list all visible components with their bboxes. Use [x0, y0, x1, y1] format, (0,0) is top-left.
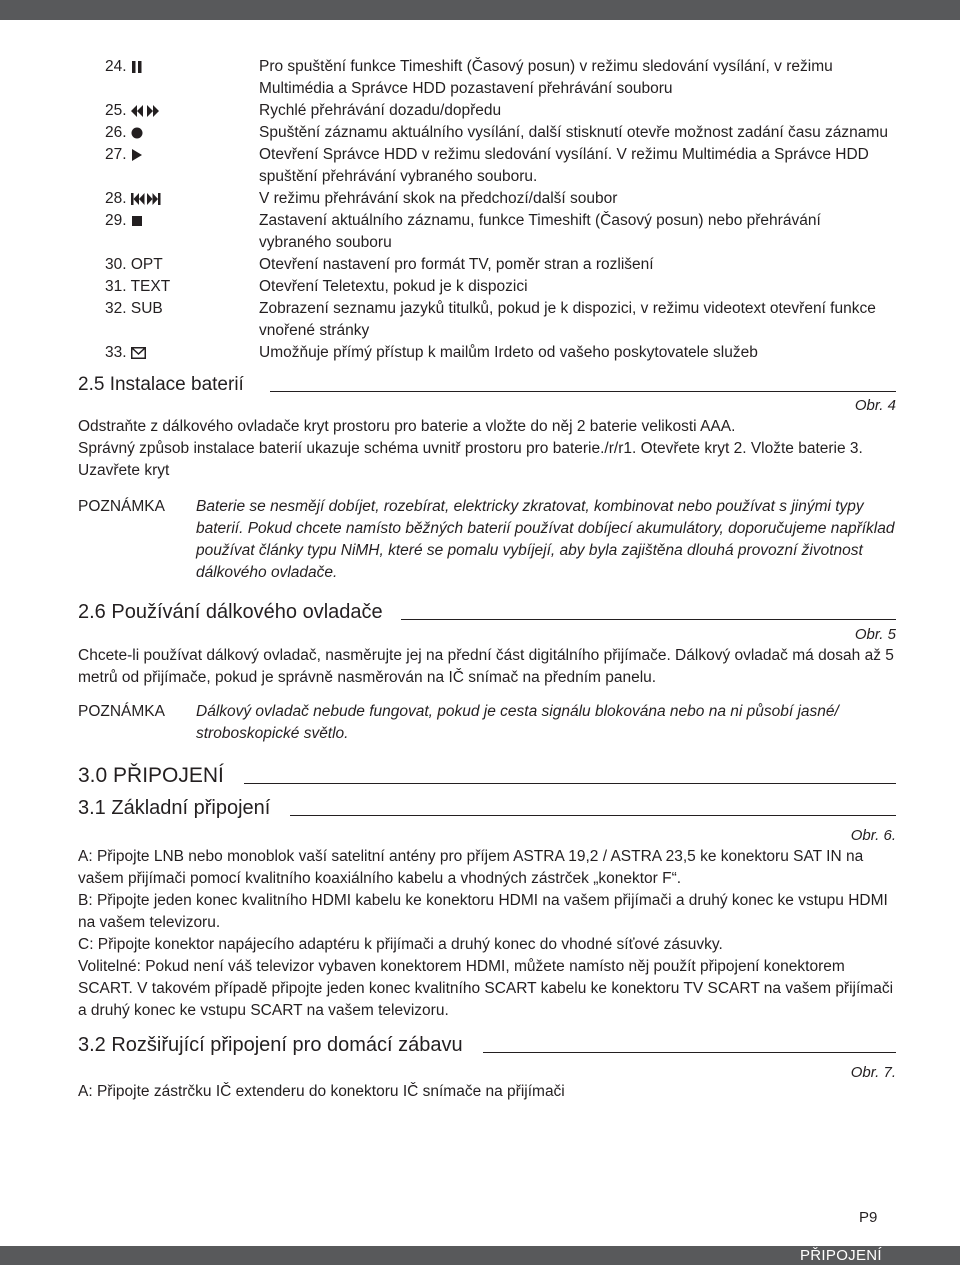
- section-heading-3-0: 3.0 PŘIPOJENÍ: [78, 764, 896, 788]
- paragraph: Chcete-li používat dálkový ovladač, nasměrujte jej na přední část digitálního přijímače. Dálkový ovladač má dosah až 5 metrů od přijímače, pokud je správně nasměrován na IČ snímač na předním panelu.: [78, 647, 894, 686]
- heading-rule: [270, 391, 896, 392]
- page-number: P9: [859, 1209, 878, 1226]
- item-number: 26.: [105, 124, 127, 141]
- figure-ref: Obr. 5: [854, 626, 896, 643]
- figure-ref: Obr. 4: [854, 397, 896, 414]
- list-item: [105, 100, 896, 122]
- paragraph: Správný způsob instalace baterií ukazuje schéma uvnitř prostoru pro baterie./r/r1. Otevřete kryt 2. Vložte baterie 3. Uzavřete kryt: [78, 440, 863, 479]
- item-text: Otevření nastavení pro formát TV, poměr stran a rozlišení: [259, 256, 654, 273]
- item-text: Zastavení aktuálního záznamu, funkce Timeshift (Časový posun) nebo přehrávání vybraného souboru: [259, 212, 821, 251]
- item-number: 30. OPT: [105, 256, 163, 273]
- item-number: 24.: [105, 58, 127, 75]
- item-number: 28.: [105, 190, 127, 207]
- footer-bar: [0, 1246, 960, 1265]
- note-block: [78, 701, 896, 745]
- list-item: [105, 298, 896, 342]
- note-block: [78, 496, 896, 584]
- note-text: Dálkový ovladač nebude fungovat, pokud je cesta signálu blokována nebo na ni působí jasné/ stroboskopické světlo.: [196, 703, 839, 742]
- list-item: [105, 122, 896, 144]
- paragraph-a: A: Připojte LNB nebo monoblok vaší satelitní antény pro příjem ASTRA 19,2 / ASTRA 23,5 ke konektoru SAT IN na vašem přijímači pomocí kvalitního koaxiálního kabelu a vhodných zástrček „konektor F“.: [78, 848, 864, 887]
- heading-rule: [290, 815, 896, 816]
- heading-rule: [244, 783, 896, 784]
- section-heading-2-5: 2.5 Instalace baterií: [78, 374, 896, 396]
- button-list: [105, 56, 896, 364]
- list-item: [105, 210, 896, 254]
- paragraph-optional: Volitelné: Pokud není váš televizor vybaven konektorem HDMI, můžete namísto něj použít připojení konektorem SCART. V takovém případě připojte jeden konec kvalitního SCART kabelu ke konektoru TV SCART na vašem přijímači a druhý konec ke vstupu SCART na vašem televizoru.: [78, 958, 894, 1019]
- item-number: 33.: [105, 344, 127, 361]
- section-heading-3-2: 3.2 Rozšiřující připojení pro domácí zábavu: [78, 1034, 896, 1057]
- item-text: Otevření Teletextu, pokud je k dispozici: [259, 278, 528, 295]
- figure-ref: Obr. 7.: [850, 1064, 896, 1081]
- pause-icon: [131, 61, 143, 73]
- note-text: Baterie se nesmějí dobíjet, rozebírat, elektricky zkratovat, kombinovat nebo používat s jinými typy baterií. Pokud chcete namísto běžných baterií používat dobíjecí akumulátory, doporučujeme například používat články typu NiMH, které se pomalu vybíjejí, aby byla zajištěna dlouhá provozní životnost dálkového ovladače.: [196, 498, 895, 581]
- paragraph-b: B: Připojte jeden konec kvalitního HDMI kabelu ke konektoru HDMI na vašem přijímači a druhý konec ke vstupu HDMI na vašem televizoru.: [78, 892, 888, 931]
- item-number: 25.: [105, 102, 127, 119]
- rewind-forward-icon: [131, 105, 159, 117]
- item-number: 29.: [105, 212, 127, 229]
- top-bar: [0, 0, 960, 20]
- item-text: Pro spuštění funkce Timeshift (Časový posun) v režimu sledování vysílání, v režimu Multimédia a Správce HDD pozastavení přehrávání souboru: [259, 58, 833, 97]
- heading-rule: [401, 619, 896, 620]
- item-text: Rychlé přehrávání dozadu/dopředu: [259, 102, 502, 119]
- paragraph-a: A: Připojte zástrčku IČ extenderu do konektoru IČ snímače na přijímači: [78, 1083, 565, 1100]
- item-number: 31. TEXT: [105, 278, 171, 295]
- section-heading-3-1: 3.1 Základní připojení: [78, 797, 896, 820]
- paragraph-c: C: Připojte konektor napájecího adaptéru k přijímači a druhý konec do vhodné síťové zásuvky.: [78, 936, 723, 953]
- play-icon: [131, 149, 143, 161]
- item-text: Umožňuje přímý přístup k mailům Irdeto od vašeho poskytovatele služeb: [259, 344, 758, 361]
- stop-icon: [131, 215, 143, 227]
- footer-section-label: PŘIPOJENÍ: [800, 1247, 882, 1264]
- list-item: [105, 342, 896, 364]
- record-icon: [131, 127, 143, 139]
- heading-rule: [483, 1052, 896, 1053]
- section-heading-2-6: 2.6 Používání dálkového ovladače: [78, 601, 896, 624]
- list-item: [105, 188, 896, 210]
- item-text: V režimu přehrávání skok na předchozí/další soubor: [259, 190, 618, 207]
- list-item: [105, 56, 896, 100]
- skip-prev-next-icon: [131, 193, 161, 205]
- item-number: 32. SUB: [105, 300, 163, 317]
- list-item: [105, 254, 896, 276]
- page-content: [78, 56, 896, 1103]
- note-label: POZNÁMKA: [78, 703, 165, 720]
- paragraph: Odstraňte z dálkového ovladače kryt prostoru pro baterie a vložte do něj 2 baterie velikosti AAA.: [78, 418, 736, 435]
- list-item: [105, 144, 896, 188]
- item-text: Zobrazení seznamu jazyků titulků, pokud je k dispozici, v režimu videotext otevření funkce vnořené stránky: [259, 300, 876, 339]
- mail-icon: [131, 347, 146, 359]
- note-label: POZNÁMKA: [78, 498, 165, 515]
- item-number: 27.: [105, 146, 127, 163]
- list-item: [105, 276, 896, 298]
- item-text: Spuštění záznamu aktuálního vysílání, další stisknutí otevře možnost zadání času záznamu: [259, 124, 888, 141]
- item-text: Otevření Správce HDD v režimu sledování vysílání. V režimu Multimédia a Správce HDD spuštění přehrávání vybraného souboru.: [259, 146, 869, 185]
- figure-ref: Obr. 6.: [850, 827, 896, 844]
